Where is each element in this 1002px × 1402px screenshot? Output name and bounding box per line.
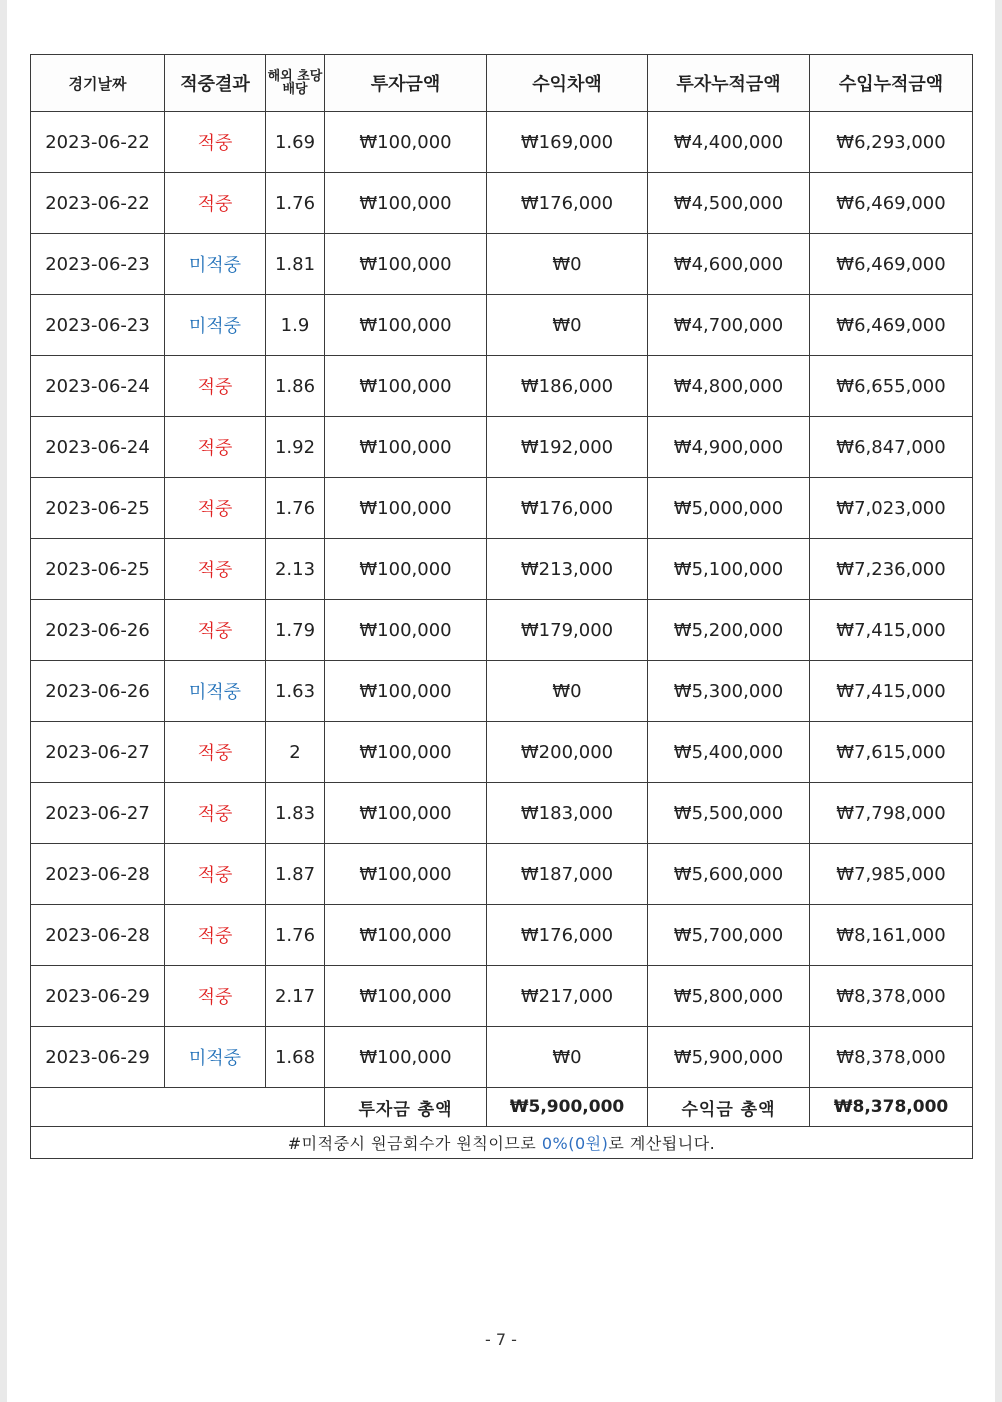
invest-cell: ₩100,000 [325, 783, 487, 844]
date-cell: 2023-06-26 [31, 661, 165, 722]
cum-invest-cell: ₩4,900,000 [648, 417, 810, 478]
cum-income-cell: ₩7,798,000 [810, 783, 973, 844]
cum-income-cell: ₩6,469,000 [810, 295, 973, 356]
table-row [31, 356, 973, 417]
date-cell: 2023-06-27 [31, 722, 165, 783]
invest-cell: ₩100,000 [325, 295, 487, 356]
cum-invest-cell: ₩5,700,000 [648, 905, 810, 966]
cum-invest-cell: ₩4,800,000 [648, 356, 810, 417]
cum-invest-cell: ₩4,700,000 [648, 295, 810, 356]
invest-cell: ₩100,000 [325, 112, 487, 173]
invest-cell: ₩100,000 [325, 417, 487, 478]
totals-row [31, 1088, 973, 1127]
header-result: 적중결과 [165, 55, 266, 112]
date-cell: 2023-06-24 [31, 417, 165, 478]
date-cell: 2023-06-25 [31, 478, 165, 539]
profit-cell: ₩0 [487, 1027, 648, 1088]
cum-invest-cell: ₩5,300,000 [648, 661, 810, 722]
totals-blank [31, 1088, 325, 1127]
header-cum-invest: 투자누적금액 [648, 55, 810, 112]
result-cell: 미적중 [165, 1027, 266, 1088]
profit-cell: ₩169,000 [487, 112, 648, 173]
date-cell: 2023-06-29 [31, 966, 165, 1027]
result-cell: 적중 [165, 112, 266, 173]
cum-income-cell: ₩7,985,000 [810, 844, 973, 905]
odds-cell: 1.92 [266, 417, 325, 478]
date-cell: 2023-06-25 [31, 539, 165, 600]
table-row [31, 600, 973, 661]
date-cell: 2023-06-27 [31, 783, 165, 844]
odds-cell: 1.9 [266, 295, 325, 356]
invest-cell: ₩100,000 [325, 966, 487, 1027]
odds-cell: 1.81 [266, 234, 325, 295]
cum-income-cell: ₩6,293,000 [810, 112, 973, 173]
odds-cell: 1.87 [266, 844, 325, 905]
invest-cell: ₩100,000 [325, 539, 487, 600]
profit-cell: ₩176,000 [487, 905, 648, 966]
note-prefix: #미적중시 원금회수가 원칙이므로 [287, 1134, 542, 1153]
odds-cell: 1.83 [266, 783, 325, 844]
income-total-label: 수익금 총액 [648, 1088, 810, 1127]
betting-results-table [30, 54, 973, 1159]
profit-cell: ₩179,000 [487, 600, 648, 661]
cum-invest-cell: ₩5,400,000 [648, 722, 810, 783]
page-number: - 7 - [485, 1330, 517, 1349]
odds-cell: 1.76 [266, 173, 325, 234]
page-edge-left [0, 0, 7, 1402]
result-cell: 적중 [165, 539, 266, 600]
profit-cell: ₩186,000 [487, 356, 648, 417]
invest-cell: ₩100,000 [325, 1027, 487, 1088]
odds-cell: 2.13 [266, 539, 325, 600]
note-highlight: 0%(0원) [541, 1134, 609, 1153]
profit-cell: ₩213,000 [487, 539, 648, 600]
date-cell: 2023-06-28 [31, 844, 165, 905]
note-row [31, 1127, 973, 1159]
profit-cell: ₩183,000 [487, 783, 648, 844]
header-odds: 해외 초당 배당 [266, 55, 325, 112]
invest-total-label: 투자금 총액 [325, 1088, 487, 1127]
cum-income-cell: ₩6,469,000 [810, 234, 973, 295]
invest-cell: ₩100,000 [325, 600, 487, 661]
date-cell: 2023-06-23 [31, 234, 165, 295]
odds-cell: 1.76 [266, 478, 325, 539]
date-cell: 2023-06-29 [31, 1027, 165, 1088]
table-row [31, 539, 973, 600]
table-row [31, 478, 973, 539]
table-row [31, 234, 973, 295]
profit-cell: ₩192,000 [487, 417, 648, 478]
profit-cell: ₩187,000 [487, 844, 648, 905]
page-edge-right [995, 0, 1002, 1402]
table-row [31, 112, 973, 173]
cum-income-cell: ₩8,378,000 [810, 1027, 973, 1088]
date-cell: 2023-06-28 [31, 905, 165, 966]
result-cell: 적중 [165, 600, 266, 661]
table-row [31, 722, 973, 783]
result-cell: 미적중 [165, 234, 266, 295]
cum-income-cell: ₩7,236,000 [810, 539, 973, 600]
cum-income-cell: ₩8,161,000 [810, 905, 973, 966]
profit-cell: ₩0 [487, 295, 648, 356]
cum-invest-cell: ₩5,000,000 [648, 478, 810, 539]
result-cell: 미적중 [165, 295, 266, 356]
header-date: 경기날짜 [31, 55, 165, 112]
table-row [31, 844, 973, 905]
cum-income-cell: ₩8,378,000 [810, 966, 973, 1027]
profit-cell: ₩200,000 [487, 722, 648, 783]
note-suffix: 로 계산됩니다. [608, 1134, 716, 1153]
cum-income-cell: ₩6,847,000 [810, 417, 973, 478]
date-cell: 2023-06-24 [31, 356, 165, 417]
date-cell: 2023-06-23 [31, 295, 165, 356]
odds-cell: 2.17 [266, 966, 325, 1027]
table-row [31, 905, 973, 966]
result-cell: 적중 [165, 722, 266, 783]
odds-cell: 1.86 [266, 356, 325, 417]
cum-invest-cell: ₩5,200,000 [648, 600, 810, 661]
table-header [31, 55, 973, 112]
table-row [31, 966, 973, 1027]
profit-cell: ₩176,000 [487, 478, 648, 539]
header-profit: 수익차액 [487, 55, 648, 112]
invest-cell: ₩100,000 [325, 844, 487, 905]
header-cum-income: 수입누적금액 [810, 55, 973, 112]
table-row [31, 173, 973, 234]
invest-cell: ₩100,000 [325, 234, 487, 295]
date-cell: 2023-06-26 [31, 600, 165, 661]
cum-invest-cell: ₩5,600,000 [648, 844, 810, 905]
invest-cell: ₩100,000 [325, 722, 487, 783]
odds-cell: 1.68 [266, 1027, 325, 1088]
cum-invest-cell: ₩5,800,000 [648, 966, 810, 1027]
result-cell: 적중 [165, 417, 266, 478]
invest-cell: ₩100,000 [325, 478, 487, 539]
table-row [31, 1027, 973, 1088]
cum-invest-cell: ₩5,100,000 [648, 539, 810, 600]
result-cell: 적중 [165, 356, 266, 417]
invest-cell: ₩100,000 [325, 905, 487, 966]
profit-cell: ₩217,000 [487, 966, 648, 1027]
cum-income-cell: ₩7,023,000 [810, 478, 973, 539]
invest-cell: ₩100,000 [325, 173, 487, 234]
result-cell: 미적중 [165, 661, 266, 722]
invest-cell: ₩100,000 [325, 356, 487, 417]
invest-cell: ₩100,000 [325, 661, 487, 722]
table-body [31, 112, 973, 1159]
note-cell [31, 1127, 973, 1159]
date-cell: 2023-06-22 [31, 112, 165, 173]
date-cell: 2023-06-22 [31, 173, 165, 234]
cum-invest-cell: ₩5,500,000 [648, 783, 810, 844]
cum-invest-cell: ₩4,600,000 [648, 234, 810, 295]
odds-cell: 1.63 [266, 661, 325, 722]
income-total-value: ₩8,378,000 [810, 1088, 973, 1127]
result-cell: 적중 [165, 783, 266, 844]
result-cell: 적중 [165, 173, 266, 234]
header-invest: 투자금액 [325, 55, 487, 112]
odds-cell: 1.69 [266, 112, 325, 173]
cum-income-cell: ₩7,415,000 [810, 600, 973, 661]
profit-cell: ₩0 [487, 661, 648, 722]
cum-income-cell: ₩6,655,000 [810, 356, 973, 417]
odds-cell: 1.76 [266, 905, 325, 966]
cum-invest-cell: ₩4,500,000 [648, 173, 810, 234]
invest-total-value: ₩5,900,000 [487, 1088, 648, 1127]
table-row [31, 295, 973, 356]
cum-income-cell: ₩7,615,000 [810, 722, 973, 783]
odds-cell: 1.79 [266, 600, 325, 661]
profit-cell: ₩176,000 [487, 173, 648, 234]
profit-cell: ₩0 [487, 234, 648, 295]
cum-invest-cell: ₩5,900,000 [648, 1027, 810, 1088]
cum-invest-cell: ₩4,400,000 [648, 112, 810, 173]
result-cell: 적중 [165, 905, 266, 966]
cum-income-cell: ₩6,469,000 [810, 173, 973, 234]
table-row [31, 783, 973, 844]
result-cell: 적중 [165, 966, 266, 1027]
odds-cell: 2 [266, 722, 325, 783]
result-cell: 적중 [165, 844, 266, 905]
result-cell: 적중 [165, 478, 266, 539]
cum-income-cell: ₩7,415,000 [810, 661, 973, 722]
table-row [31, 661, 973, 722]
table-row [31, 417, 973, 478]
